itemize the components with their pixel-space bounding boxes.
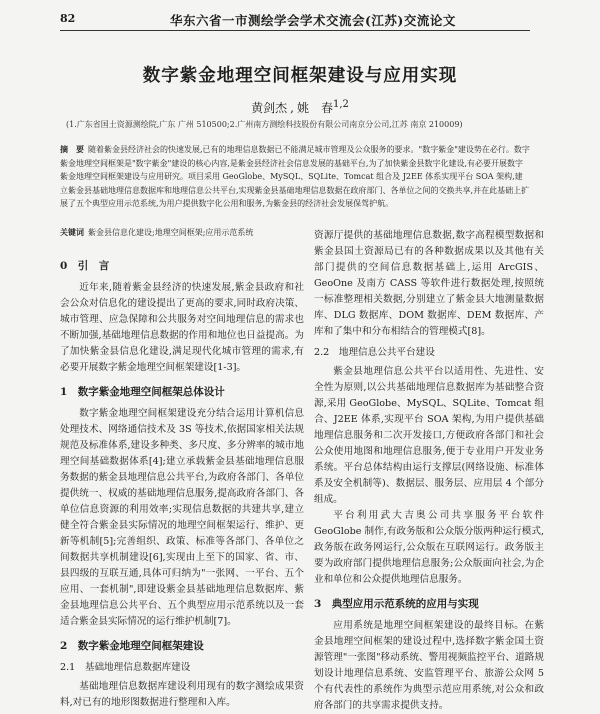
section-2-1-continued: 资源厅提供的基础地理信息数据,数字高程模型数据和紫金县国土资源局已有的各种数据成果以及其他有关部门提供的空间信息数据基础上,运用 ArcGIS、GeoOne 及南方 CASS 等软件进行数据处理,按照统一标准整理相关数据,分别建立了紫金县大地测量数据库、DLG 数据库、DOM 数据库、DEM 数据库、产库和了集中和分布相结合的管理模式[8]。 <box>314 230 544 337</box>
section-0-heading: 0 引 言 <box>60 260 110 272</box>
section-2-1-heading: 2.1 基础地理信息数据库建设 <box>60 662 191 673</box>
author-2: 姚 春 <box>296 101 333 115</box>
author-superscript: 1,2 <box>332 99 349 110</box>
section-3-paragraph: 应用系统是地理空间框架建设的最终目标。在紫金县地理空间框架的建设过程中,选择数字紫金国土资源管理"一张图"移动系统、警用视频监控平台、道路规划设计地理信息系统、安监管理平台、旅游公众网 5 个有代表性的系统作为典型示范应用系统,对公众和政府各部门的共享需求提供支持。 <box>314 620 544 711</box>
section-2-2-heading: 2.2 地理信息公共平台建设 <box>314 347 435 358</box>
abstract <box>60 143 530 211</box>
section-2-heading: 2 数字紫金地理空间框架建设 <box>60 640 204 652</box>
section-2-1-paragraph: 基础地理信息数据库建设利用现有的数字测绘成果资料,对已有的地形图数据进行整理和入库。 <box>60 681 304 708</box>
section-2-2-paragraph-2: 平台利用武大吉奥公司共享服务平台软件 GeoGlobe 制作,有政务版和公众版分版两种运行模式,政务版在政务网运行,公众版在互联网运行。政务版主要为政府部门提供地理信息服务;公众版面向社会,为企业和单位和公众提供地理信息服务。 <box>314 510 544 585</box>
running-header <box>60 10 530 31</box>
keywords-text: 紫金县信息化建设;地理空间框架;应用示范系统 <box>88 228 254 237</box>
page-number: 82 <box>60 12 76 25</box>
section-2-2-paragraph-1: 紫金县地理信息公共平台以适用性、先进性、安全性为原则,以公共基础地理信息数据库为基础整合资源,采用 GeoGlobe、MySQL、SQLite、Tomcat 组合、J2EE 体系,实现平台 SOA 架构,为用户提供基础地理信息服务和二次开发接口,方便政府各部门和社会公众使用地图和地理信息服务,便于专业用户开发业务系统。平台总体结构由运行支撑层(网络设施、标准体系及安全机制等)、数据层、服务层、应用层 4 个部分组成。 <box>314 366 544 505</box>
section-0-paragraph: 近年来,随着紫金县经济的快速发展,紫金县政府和社会公众对信息化的建设提出了更高的要求,同时政府决策、城市管理、应急保障和公共服务对空间地理信息的需求也不断加强,基础地理信息数据的作用和地位也日益提高。为了加快紫金县信息化建设,满足现代化城市管理的需求,有必要开展数字紫金地理空间框架建设[1-3]。 <box>60 282 304 373</box>
left-column <box>60 258 304 711</box>
section-1-heading: 1 数字紫金地理空间框架总体设计 <box>60 386 225 398</box>
right-column <box>314 228 544 714</box>
keywords-label: 关键词 <box>60 227 84 237</box>
abstract-text: 随着紫金县经济社会的快速发展,已有的地理信息数据已不能满足城市管理及公众服务的要求。"数字紫金"建设势在必行。数字紫金地理空间框架是"数字紫金"建设的核心内容,是紫金县经济社会信息发展的基础平台,为了加快紫金县数字化建设,有必要开展数字紫金地理空间框架建设与应用研究。项目采用 GeoGlobe、MySQL、SQLite、Tomcat 组合及 J2EE 体系实现平台 SOA 架构,建立紫金县基础地理信息数据库和地理信息公共平台,实现紫金县基础地理信息数据在政府部门、各单位之间的交换共享,并在此基础上扩展了五个典型应用示范系统,为用户提供数字化公用和服务,为紫金县的经济社会发展保驾护航。 <box>60 145 530 208</box>
conference-name: 华东六省一市测绘学会学术交流会(江苏)交流论文 <box>170 13 456 28</box>
section-3-heading: 3 典型应用示范系统的应用与实现 <box>314 598 479 610</box>
abstract-label: 摘 要 <box>60 144 84 154</box>
section-1-paragraph: 数字紫金地理空间框架建设充分结合运用计算机信息处理技术、网络通信技术及 3S 等技术,依据国家相关法规规范及标准体系,建设多种类、多尺度、多分辨率的城市地理空间基础数据体系[4];建立承载紫金县基础地理信息服务数据的紫金县地理信息公共平台,为政府各部门、各单位提供统一、权威的基础地理信息服务,提高政府各部门、各单位信息资源的利用效率;实现信息数据的共建共享,建立健全符合紫金县实际情况的地理空间框架运行、维护、更新等机制[5];完善组织、政策、标准等各部门、各单位之间数据共享机制建设[6],实现由上至下的国家、省、市、县四级的互联互通,具体可归纳为"一张网、一平台、五个应用、一套机制",即建设紫金县基础地理信息数据库、紫金县地理信息公共平台、五个典型应用示范系统以及一套适合紫金县实际情况的运行维护机制[7]。 <box>60 408 304 627</box>
author-line: 黄剑杰 , 姚 春$^{1,2}$ <box>251 99 349 115</box>
author-1: 黄剑杰 <box>251 101 288 115</box>
paper-title: 数字紫金地理空间框架建设与应用实现 <box>142 66 458 86</box>
affiliation: (1.广东省国土资源测绘院,广东 广州 510500;2.广州南方测绘科技股份有限公司南京分公司,江苏 南京 210009) <box>66 120 463 129</box>
